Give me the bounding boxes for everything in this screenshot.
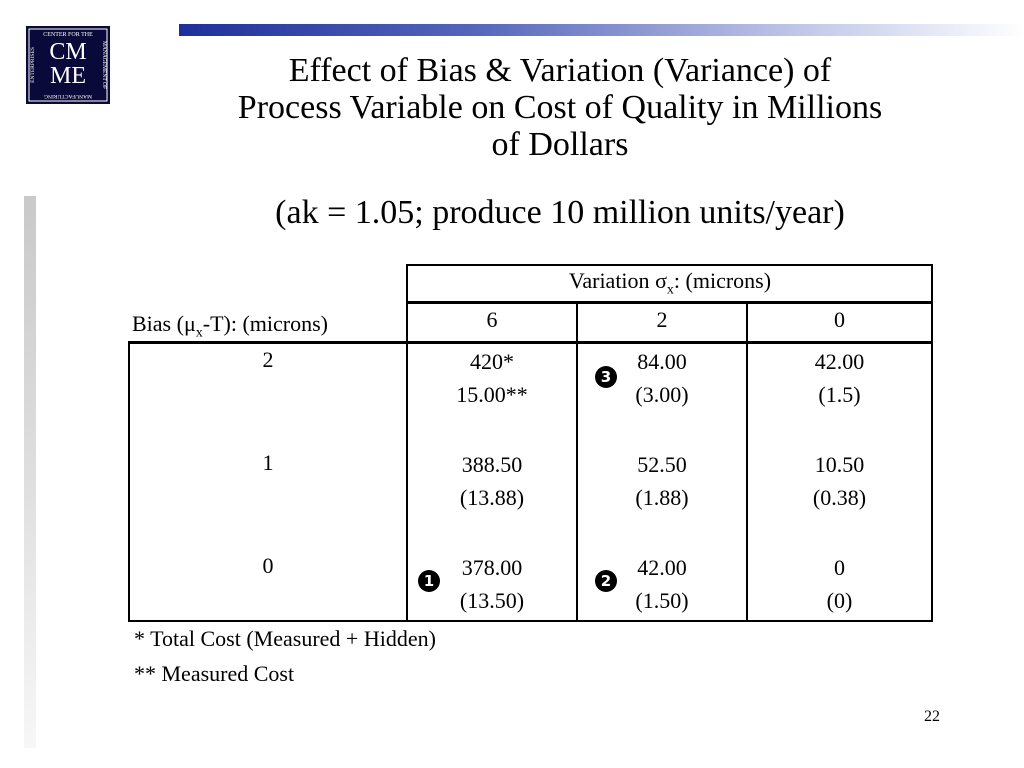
table-rule (406, 264, 933, 266)
measured-cost: (1.50) (635, 588, 689, 613)
left-gradient-bar (24, 196, 36, 748)
total-cost: 378.00 (461, 555, 523, 580)
measured-cost: (13.88) (459, 485, 525, 510)
logo-letters (26, 40, 110, 88)
mu-symbol: μ (183, 311, 196, 336)
measured-cost: (13.50) (459, 588, 525, 613)
table-rule (931, 264, 933, 622)
table-cell (408, 551, 576, 617)
page-number: 22 (924, 708, 940, 725)
bias-header (132, 311, 402, 341)
table-rule (128, 620, 933, 622)
table-rule (128, 341, 130, 622)
table-rule (406, 264, 408, 622)
table-rule (576, 301, 578, 622)
table-rule (128, 341, 933, 344)
measured-cost: 15.00** (456, 382, 528, 407)
slide-subtitle: (ak = 1.05; produce 10 million units/year) (275, 194, 845, 231)
measured-cost: (0) (826, 588, 853, 613)
table-cell (578, 345, 746, 411)
table-cell (408, 345, 576, 411)
table-cell (578, 551, 746, 617)
total-cost: 84.00 (637, 349, 687, 374)
variation-suffix: : (microns) (673, 268, 772, 293)
total-cost: 52.50 (637, 452, 687, 477)
table-rule (406, 301, 933, 304)
variation-header (408, 268, 932, 298)
total-cost: 42.00 (814, 349, 865, 374)
mu-subscript: x (195, 325, 203, 341)
logo-ring-left: ENTERPRISES (30, 47, 36, 83)
title-line-3: of Dollars (491, 126, 629, 163)
bias-suffix: -T): (microns) (202, 311, 328, 336)
column-header-6: 6 (486, 307, 498, 332)
slide-title (170, 52, 950, 163)
variation-prefix: Variation (568, 268, 656, 293)
measured-cost: (1.5) (818, 382, 861, 407)
total-cost: 420* (470, 349, 514, 374)
column-header-2: 2 (656, 307, 668, 332)
row-label-bias-0: 0 (262, 553, 274, 578)
logo-line1: CM (49, 39, 87, 65)
total-cost: 388.50 (461, 452, 523, 477)
measured-cost: (0.38) (812, 485, 867, 510)
column-header-0: 0 (834, 307, 845, 332)
row-label-bias-2: 2 (262, 347, 274, 372)
logo-ring-top: CENTER FOR THE (43, 32, 93, 38)
logo-ring-bottom: MANUFACTURING (44, 93, 92, 99)
table-cell (408, 448, 576, 514)
footnote-total-cost: * Total Cost (Measured + Hidden) (134, 626, 436, 651)
measured-cost: (3.00) (635, 382, 689, 407)
title-line-1: Effect of Bias & Variation (Variance) of (288, 52, 832, 89)
title-line-2: Process Variable on Cost of Quality in Millions (237, 89, 883, 126)
cmme-logo (26, 26, 110, 104)
header-gradient-bar (179, 24, 1024, 36)
bias-prefix: Bias ( (132, 311, 184, 336)
measured-cost: (1.88) (635, 485, 689, 510)
table-cell (748, 345, 931, 411)
table-rule (746, 301, 748, 622)
table-cell (578, 448, 746, 514)
table-cell (748, 448, 931, 514)
table-cell (748, 551, 931, 617)
footnote-measured-cost: ** Measured Cost (134, 661, 295, 686)
logo-line2: ME (50, 63, 86, 89)
total-cost: 10.50 (814, 452, 865, 477)
marker-2-icon: 2 (595, 570, 617, 592)
row-label-bias-1: 1 (262, 450, 274, 475)
total-cost: 0 (834, 555, 845, 580)
total-cost: 42.00 (637, 555, 687, 580)
sigma-symbol: σ (655, 268, 667, 293)
marker-1-icon: 1 (418, 570, 440, 592)
logo-ring-right: MANAGEMENT OF (101, 40, 107, 90)
sigma-subscript: x (666, 282, 674, 298)
marker-3-icon: 3 (595, 366, 617, 388)
